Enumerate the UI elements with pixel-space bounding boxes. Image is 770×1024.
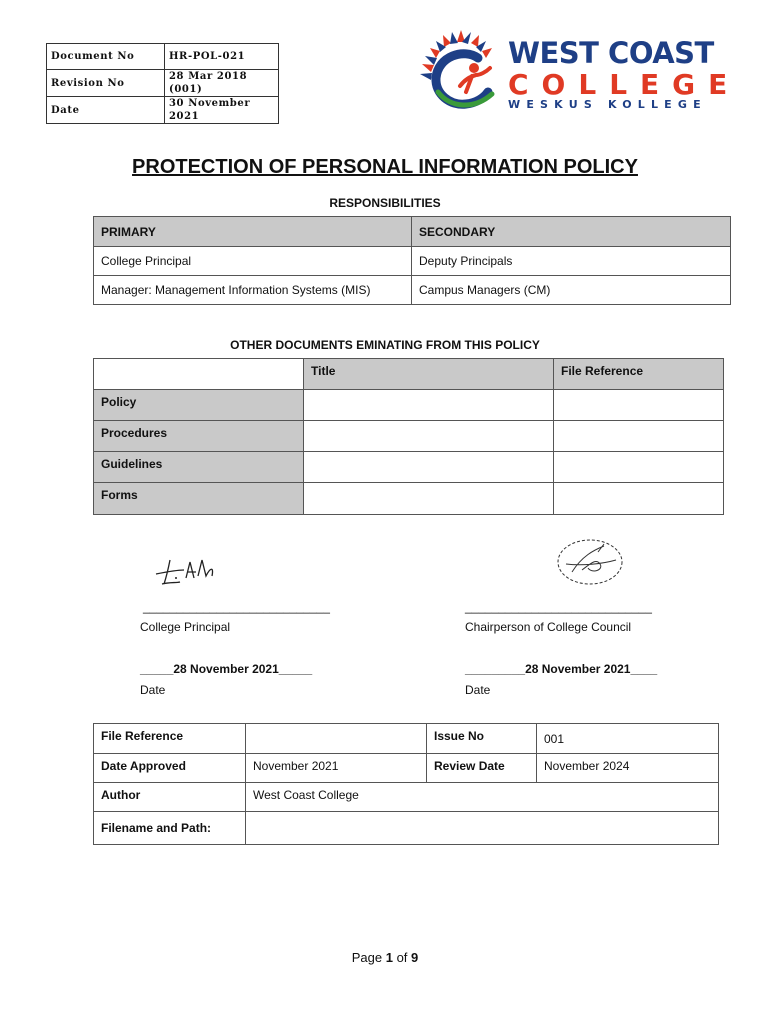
principal-signature xyxy=(150,552,230,592)
table-row xyxy=(94,724,719,754)
logo-text-weskus-kollege: WESKUS KOLLEGE xyxy=(508,98,707,111)
page-current: 1 xyxy=(385,950,393,965)
table-row xyxy=(94,783,719,812)
logo-text-west-coast: WEST COAST xyxy=(508,36,714,70)
responsibilities-table xyxy=(93,216,731,305)
table-cell: Campus Managers (CM) xyxy=(412,276,731,305)
table-header-blank xyxy=(94,359,304,390)
row-label-forms: Forms xyxy=(94,483,304,515)
page-prefix: Page xyxy=(351,950,386,965)
table-header-row xyxy=(94,217,731,247)
doc-info-value: HR-POL-021 xyxy=(165,44,279,70)
row-label-policy: Policy xyxy=(94,390,304,421)
table-row xyxy=(94,483,724,515)
table-header-title: Title xyxy=(304,359,554,390)
table-cell xyxy=(304,483,554,515)
review-date-label: Review Date xyxy=(427,754,537,783)
table-cell: Manager: Management Information Systems (MIS) xyxy=(94,276,412,305)
table-row xyxy=(94,812,719,845)
doc-info-row xyxy=(47,44,279,70)
row-label-procedures: Procedures xyxy=(94,421,304,452)
other-documents-heading: OTHER DOCUMENTS EMINATING FROM THIS POLICY xyxy=(230,338,540,352)
chairperson-date-label: Date xyxy=(465,683,491,697)
table-row xyxy=(94,421,724,452)
table-header-secondary: SECONDARY xyxy=(412,217,731,247)
chairperson-role-label: Chairperson of College Council xyxy=(465,620,632,634)
logo-text-college: COLLEGE xyxy=(508,68,741,101)
college-logo xyxy=(416,28,741,114)
doc-info-label: Document No xyxy=(47,44,165,70)
principal-date-line: _____28 November 2021_____ xyxy=(140,662,313,676)
table-row xyxy=(94,276,731,305)
page-title: PROTECTION OF PERSONAL INFORMATION POLICY xyxy=(132,156,638,178)
doc-info-row xyxy=(47,70,279,97)
author-value: West Coast College xyxy=(246,783,719,812)
author-label: Author xyxy=(94,783,246,812)
table-cell xyxy=(554,452,724,483)
table-cell xyxy=(304,421,554,452)
file-reference-label: File Reference xyxy=(94,724,246,754)
table-header-primary: PRIMARY xyxy=(94,217,412,247)
table-cell xyxy=(304,390,554,421)
file-reference-value xyxy=(246,724,427,754)
table-cell: Deputy Principals xyxy=(412,247,731,276)
table-row xyxy=(94,754,719,783)
filename-label: Filename and Path: xyxy=(94,812,246,845)
other-documents-table xyxy=(93,358,724,515)
filename-value xyxy=(246,812,719,845)
doc-info-label: Date xyxy=(47,97,165,124)
page-number xyxy=(0,950,770,965)
responsibilities-heading: RESPONSIBILITIES xyxy=(329,196,441,210)
table-cell xyxy=(554,483,724,515)
table-cell xyxy=(304,452,554,483)
principal-date-label: Date xyxy=(140,683,166,697)
issue-no-value: 001 xyxy=(537,724,719,754)
doc-info-value: 30 November 2021 xyxy=(165,97,279,124)
document-meta-table xyxy=(93,723,719,845)
table-header-file-reference: File Reference xyxy=(554,359,724,390)
date-approved-value: November 2021 xyxy=(246,754,427,783)
table-cell: College Principal xyxy=(94,247,412,276)
principal-role-label: College Principal xyxy=(140,620,231,634)
table-cell xyxy=(554,390,724,421)
chairperson-signature-line: ____________________________ xyxy=(465,600,652,614)
page-sep: of xyxy=(392,950,412,965)
doc-info-row xyxy=(47,97,279,124)
issue-no-label: Issue No xyxy=(427,724,537,754)
chairperson-signature xyxy=(552,534,632,590)
doc-info-value: 28 Mar 2018 (001) xyxy=(165,70,279,97)
review-date-value: November 2024 xyxy=(537,754,719,783)
table-row xyxy=(94,452,724,483)
chairperson-date-line: _________28 November 2021____ xyxy=(465,662,658,676)
page-total: 9 xyxy=(411,950,419,965)
logo-emblem-icon xyxy=(416,28,506,114)
table-row xyxy=(94,247,731,276)
table-cell xyxy=(554,421,724,452)
doc-info-label: Revision No xyxy=(47,70,165,97)
table-header-row xyxy=(94,359,724,390)
table-row xyxy=(94,390,724,421)
row-label-guidelines: Guidelines xyxy=(94,452,304,483)
principal-signature-line: ____________________________ xyxy=(143,600,330,614)
document-info-table xyxy=(46,43,279,124)
date-approved-label: Date Approved xyxy=(94,754,246,783)
